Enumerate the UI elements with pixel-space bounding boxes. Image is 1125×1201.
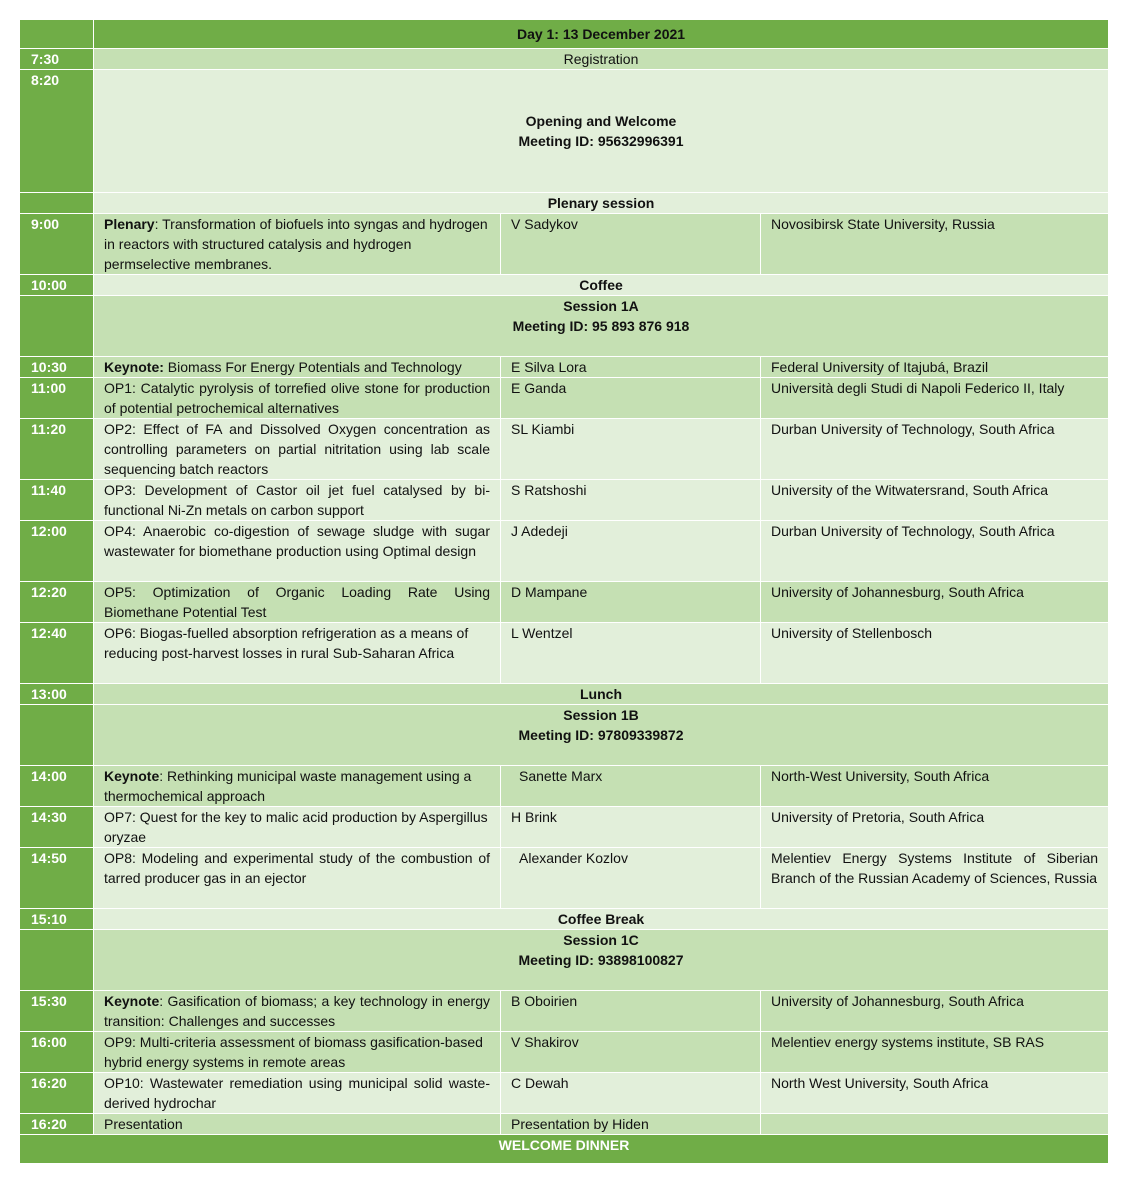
talk-title-text: OP5: Optimization of Organic Loading Rate Using Biomethane Potential Test [104, 584, 490, 620]
coffee-break-row [20, 909, 1109, 930]
talk-row [20, 991, 1109, 1032]
affiliation: University of the Witwatersrand, South Africa [761, 480, 1109, 521]
opening-title: Opening and Welcome [525, 113, 677, 129]
affiliation: University of Johannesburg, South Africa [761, 582, 1109, 623]
time-cell: 11:20 [20, 419, 94, 480]
talk-title [94, 582, 501, 623]
talk-prefix: Keynote: [104, 359, 164, 375]
day-title: Day 1: 13 December 2021 [94, 20, 1109, 49]
coffee-row [20, 275, 1109, 296]
speaker: B Oboirien [501, 991, 761, 1032]
talk-title [94, 807, 501, 848]
lunch-row [20, 684, 1109, 705]
time-cell: 10:30 [20, 357, 94, 378]
coffee-break-label: Coffee Break [94, 909, 1109, 930]
speaker: H Brink [501, 807, 761, 848]
session-meeting-id: Meeting ID: 93898100827 [518, 952, 684, 968]
talk-title-text: OP2: Effect of FA and Dissolved Oxygen concentration as controlling parameters on partial nitritation using lab scale sequencing batch reactors [104, 421, 490, 477]
plenary-heading-row [20, 193, 1109, 214]
session-meeting-id: Meeting ID: 95 893 876 918 [512, 318, 690, 334]
affiliation: Durban University of Technology, South Africa [761, 419, 1109, 480]
session-title: Session 1A [563, 298, 639, 314]
talk-title-text: OP6: Biogas-fuelled absorption refrigeration as a means of reducing post-harvest losses in rural Sub-Saharan Africa [104, 625, 469, 661]
talk-row [20, 848, 1109, 909]
talk-row [20, 623, 1109, 684]
session-1c-row [20, 930, 1109, 991]
opening-meeting-id: Meeting ID: 95632996391 [518, 133, 684, 149]
time-cell: 11:40 [20, 480, 94, 521]
talk-title [94, 521, 501, 582]
speaker: Alexander Kozlov [501, 848, 761, 909]
talk-title-text: Biomass For Energy Potentials and Technology [163, 359, 462, 375]
session-heading [94, 930, 1109, 991]
time-cell: 14:50 [20, 848, 94, 909]
welcome-dinner: WELCOME DINNER [20, 1135, 1109, 1164]
talk-row [20, 1114, 1109, 1135]
speaker: D Mampane [501, 582, 761, 623]
time-cell: 10:00 [20, 275, 94, 296]
time-cell: 15:10 [20, 909, 94, 930]
talk-title [94, 378, 501, 419]
affiliation: University of Pretoria, South Africa [761, 807, 1109, 848]
talk-row [20, 357, 1109, 378]
day-header-row [20, 20, 1109, 49]
programme-table [19, 19, 1109, 1164]
talk-prefix: Keynote [104, 768, 160, 784]
session-heading [94, 705, 1109, 766]
talk-row [20, 521, 1109, 582]
talk-title [94, 991, 501, 1032]
time-cell: 12:00 [20, 521, 94, 582]
time-cell: 16:20 [20, 1114, 94, 1135]
talk-row [20, 1032, 1109, 1073]
talk-title: Plenary: Transformation of biofuels into syngas and hydrogen in reactors with structured catalysis and hydrogen permselective membranes. [94, 214, 501, 275]
affiliation: Melentiev Energy Systems Institute of Siberian Branch of the Russian Academy of Sciences, Russia [761, 848, 1109, 909]
opening-row [20, 70, 1109, 193]
talk-title [94, 1073, 501, 1114]
talk-title [94, 357, 501, 378]
time-cell: 14:00 [20, 766, 94, 807]
speaker: Presentation by Hiden [501, 1114, 761, 1135]
time-cell: 11:00 [20, 378, 94, 419]
talk-row [20, 1073, 1109, 1114]
talk-title-text: OP3: Development of Castor oil jet fuel catalysed by bi-functional Ni-Zn metals on carbon support [104, 482, 490, 518]
speaker: Sanette Marx [501, 766, 761, 807]
talk-title-text: OP10: Wastewater remediation using municipal solid waste-derived hydrochar [104, 1075, 490, 1111]
affiliation: Federal University of Itajubá, Brazil [761, 357, 1109, 378]
talk-prefix: Plenary [104, 216, 155, 232]
session-heading [94, 296, 1109, 357]
session-1a-talks [20, 357, 1109, 684]
plenary-heading: Plenary session [94, 193, 1109, 214]
affiliation: North West University, South Africa [761, 1073, 1109, 1114]
programme-page [19, 19, 1108, 1164]
speaker: V Sadykov [501, 214, 761, 275]
talk-title [94, 419, 501, 480]
speaker: SL Kiambi [501, 419, 761, 480]
speaker: E Silva Lora [501, 357, 761, 378]
time-cell: 14:30 [20, 807, 94, 848]
talk-title-text: OP8: Modeling and experimental study of the combustion of tarred producer gas in an ejector [104, 850, 490, 886]
time-cell: 8:20 [20, 70, 94, 193]
speaker: S Ratshoshi [501, 480, 761, 521]
session-1b-talks [20, 766, 1109, 909]
coffee-label: Coffee [94, 275, 1109, 296]
talk-title-text: : Gasification of biomass; a key technology in energy transition: Challenges and successes [104, 993, 490, 1029]
talk-title-text: OP7: Quest for the key to malic acid production by Aspergillus oryzae [104, 809, 488, 845]
talk-row [20, 766, 1109, 807]
session-title: Session 1C [563, 932, 639, 948]
talk-row [20, 582, 1109, 623]
registration-label: Registration [94, 49, 1109, 70]
talk-title [94, 1114, 501, 1135]
session-1c-talks [20, 991, 1109, 1135]
affiliation: University of Johannesburg, South Africa [761, 991, 1109, 1032]
talk-title-text: OP1: Catalytic pyrolysis of torrefied olive stone for production of potential petrochemical alternatives [104, 380, 490, 416]
time-cell: 16:00 [20, 1032, 94, 1073]
time-cell: 12:20 [20, 582, 94, 623]
time-cell: 16:20 [20, 1073, 94, 1114]
registration-row [20, 49, 1109, 70]
session-1a-row [20, 296, 1109, 357]
footer-row [20, 1135, 1109, 1164]
session-meeting-id: Meeting ID: 97809339872 [518, 727, 684, 743]
time-cell: 15:30 [20, 991, 94, 1032]
speaker: J Adedeji [501, 521, 761, 582]
talk-title-text: : Rethinking municipal waste management using a thermochemical approach [104, 768, 472, 804]
affiliation: Durban University of Technology, South Africa [761, 521, 1109, 582]
talk-title [94, 766, 501, 807]
session-title: Session 1B [563, 707, 639, 723]
talk-title [94, 1032, 501, 1073]
talk-row [20, 378, 1109, 419]
speaker: E Ganda [501, 378, 761, 419]
lunch-label: Lunch [94, 684, 1109, 705]
time-cell: 9:00 [20, 214, 94, 275]
talk-title-text: OP4: Anaerobic co-digestion of sewage sludge with sugar wastewater for biomethane production using Optimal design [104, 523, 490, 559]
talk-row [20, 807, 1109, 848]
talk-title [94, 848, 501, 909]
affiliation: Novosibirsk State University, Russia [761, 214, 1109, 275]
plenary-row [20, 214, 1109, 275]
talk-row [20, 480, 1109, 521]
time-cell: 13:00 [20, 684, 94, 705]
talk-prefix: Keynote [104, 993, 160, 1009]
session-1b-row [20, 705, 1109, 766]
talk-title-text: OP9: Multi-criteria assessment of biomass gasification-based hybrid energy systems in remote areas [104, 1034, 483, 1070]
opening-cell [94, 70, 1109, 193]
talk-row [20, 419, 1109, 480]
affiliation: North-West University, South Africa [761, 766, 1109, 807]
affiliation: Melentiev energy systems institute, SB RAS [761, 1032, 1109, 1073]
time-cell: 12:40 [20, 623, 94, 684]
affiliation: Università degli Studi di Napoli Federico II, Italy [761, 378, 1109, 419]
talk-title-text: Presentation [104, 1116, 183, 1132]
time-cell: 7:30 [20, 49, 94, 70]
talk-title [94, 480, 501, 521]
speaker: L Wentzel [501, 623, 761, 684]
speaker: V Shakirov [501, 1032, 761, 1073]
speaker: C Dewah [501, 1073, 761, 1114]
affiliation: University of Stellenbosch [761, 623, 1109, 684]
talk-title [94, 623, 501, 684]
affiliation [761, 1114, 1109, 1135]
